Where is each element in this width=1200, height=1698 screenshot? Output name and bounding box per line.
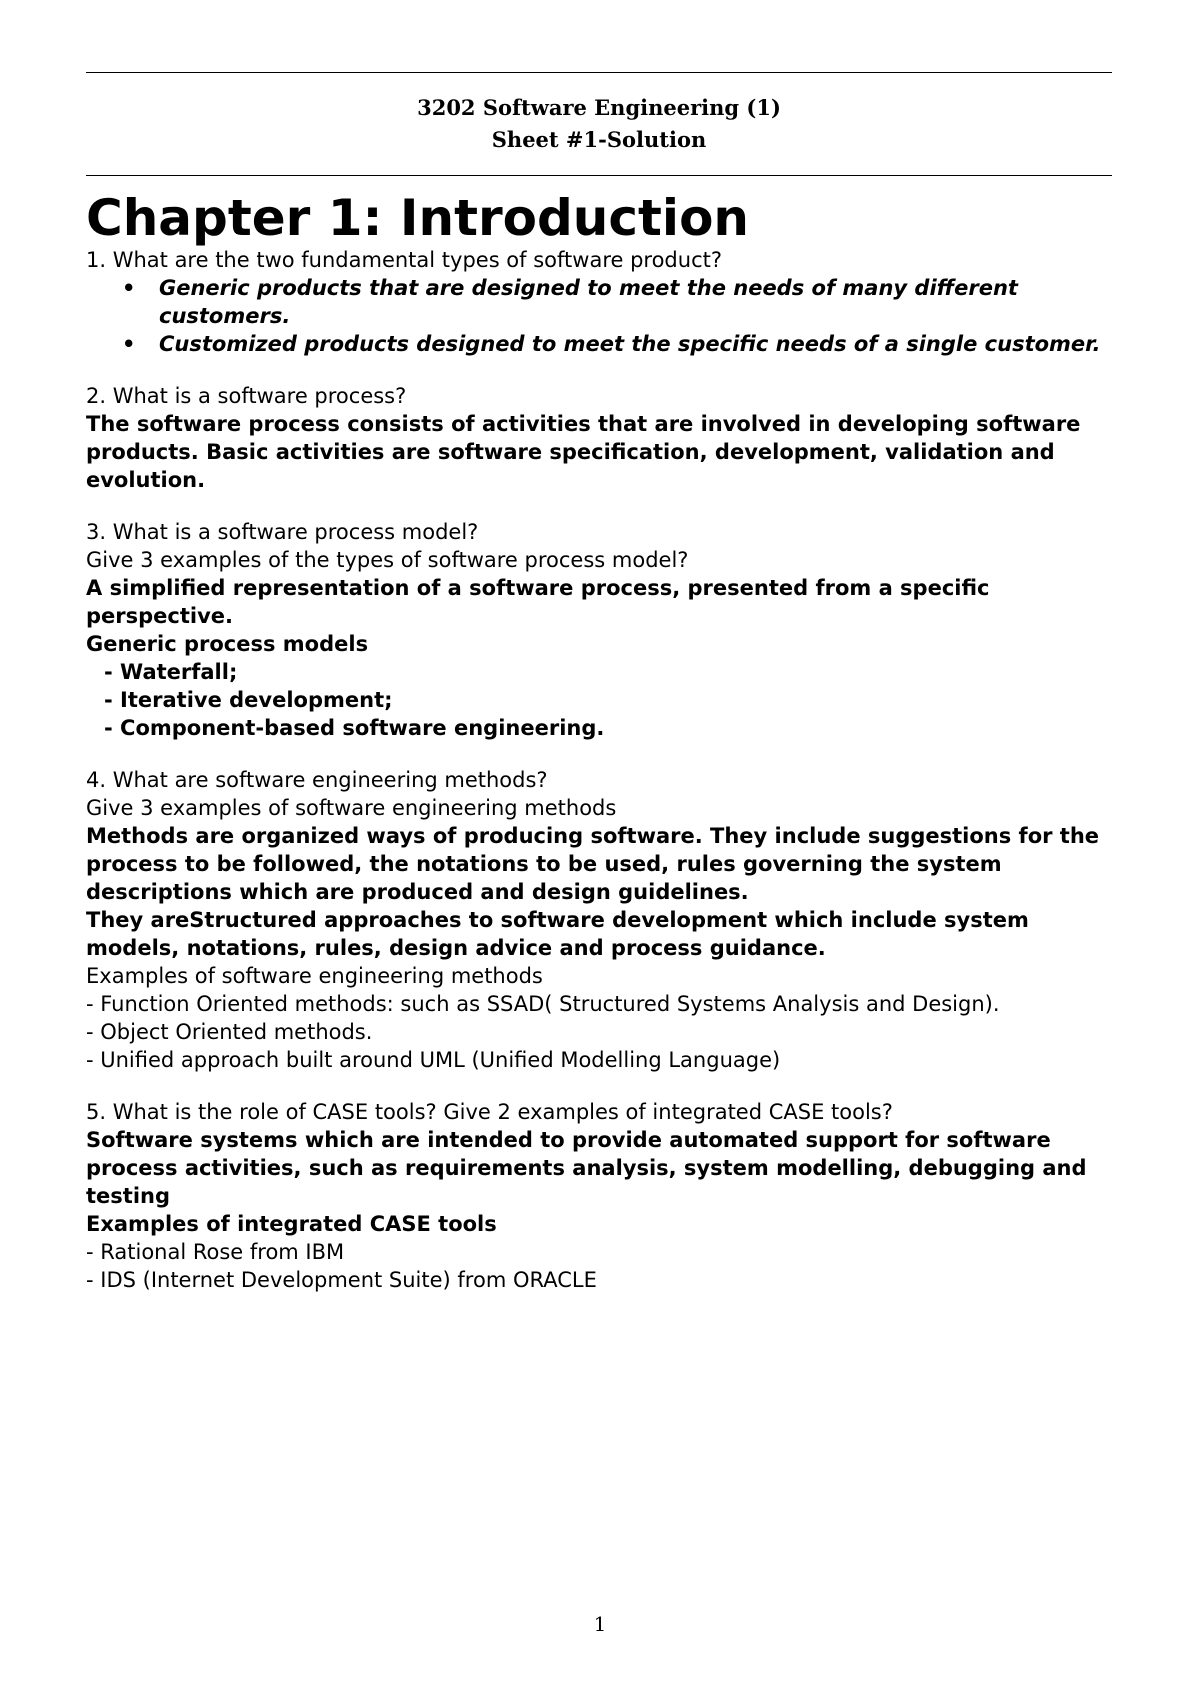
question-2: 2. What is a software process? (86, 384, 407, 408)
bullet-icon: • (122, 276, 136, 300)
page-number: 1 (593, 1612, 607, 1636)
list-item: • Customized products designed to meet the specific needs of a single customer. (122, 332, 1101, 356)
q3-subheading: Generic process models (86, 632, 369, 656)
q1-bullet-list (86, 274, 1112, 358)
course-title: 3202 Software Engineering (1) (417, 95, 781, 120)
sheet-title: Sheet #1-Solution (491, 127, 707, 152)
list-item: - Unified approach built around UML (Unified Modelling Language) (86, 1048, 781, 1072)
list-item: - Waterfall; (104, 660, 238, 684)
answer-2: The software process consists of activities that are involved in developing software products. Basic activities are software specification, development, validation and evolution. (86, 412, 1081, 492)
question-3: 3. What is a software process model? (86, 520, 479, 544)
question-4-part-2: Give 3 examples of software engineering methods (86, 796, 617, 820)
question-1: 1. What are the two fundamental types of software product? (86, 248, 722, 272)
list-item: - Function Oriented methods: such as SSAD( Structured Systems Analysis and Design). (86, 992, 1000, 1016)
question-4: 4. What are software engineering methods? (86, 768, 548, 792)
q5-examples-heading: Examples of integrated CASE tools (86, 1212, 497, 1236)
answer-3: A simplified representation of a software process, presented from a specific perspective. (86, 576, 990, 628)
answer-4-part-1: Methods are organized ways of producing software. They include suggestions for the process to be followed, the notations to be used, rules governing the system descriptions which are produced and design guidelines. (86, 824, 1100, 904)
chapter-title: Chapter 1: Introduction (86, 189, 750, 247)
list-item: - Component-based software engineering. (104, 716, 605, 740)
answer-4-part-2: They areStructured approaches to software development which include system models, notations, rules, design advice and process guidance. (86, 908, 1029, 960)
question-5: 5. What is the role of CASE tools? Give 2 examples of integrated CASE tools? (86, 1100, 893, 1124)
question-3-part-2: Give 3 examples of the types of software process model? (86, 548, 689, 572)
answer-5: Software systems which are intended to provide automated support for software process activities, such as requirements analysis, system modelling, debugging and testing (86, 1128, 1087, 1208)
top-rule (86, 72, 1112, 73)
header-bottom-rule (86, 175, 1112, 176)
list-item: - Rational Rose from IBM (86, 1240, 345, 1264)
list-item: - Iterative development; (104, 688, 393, 712)
document-header (86, 92, 1112, 156)
list-item: - Object Oriented methods. (86, 1020, 373, 1044)
list-item: • Generic products that are designed to meet the needs of many different customers. (122, 276, 1018, 328)
document-body (86, 246, 1112, 1294)
bullet-icon: • (122, 332, 136, 356)
list-item: - IDS (Internet Development Suite) from ORACLE (86, 1268, 597, 1292)
q4-examples-heading: Examples of software engineering methods (86, 964, 543, 988)
